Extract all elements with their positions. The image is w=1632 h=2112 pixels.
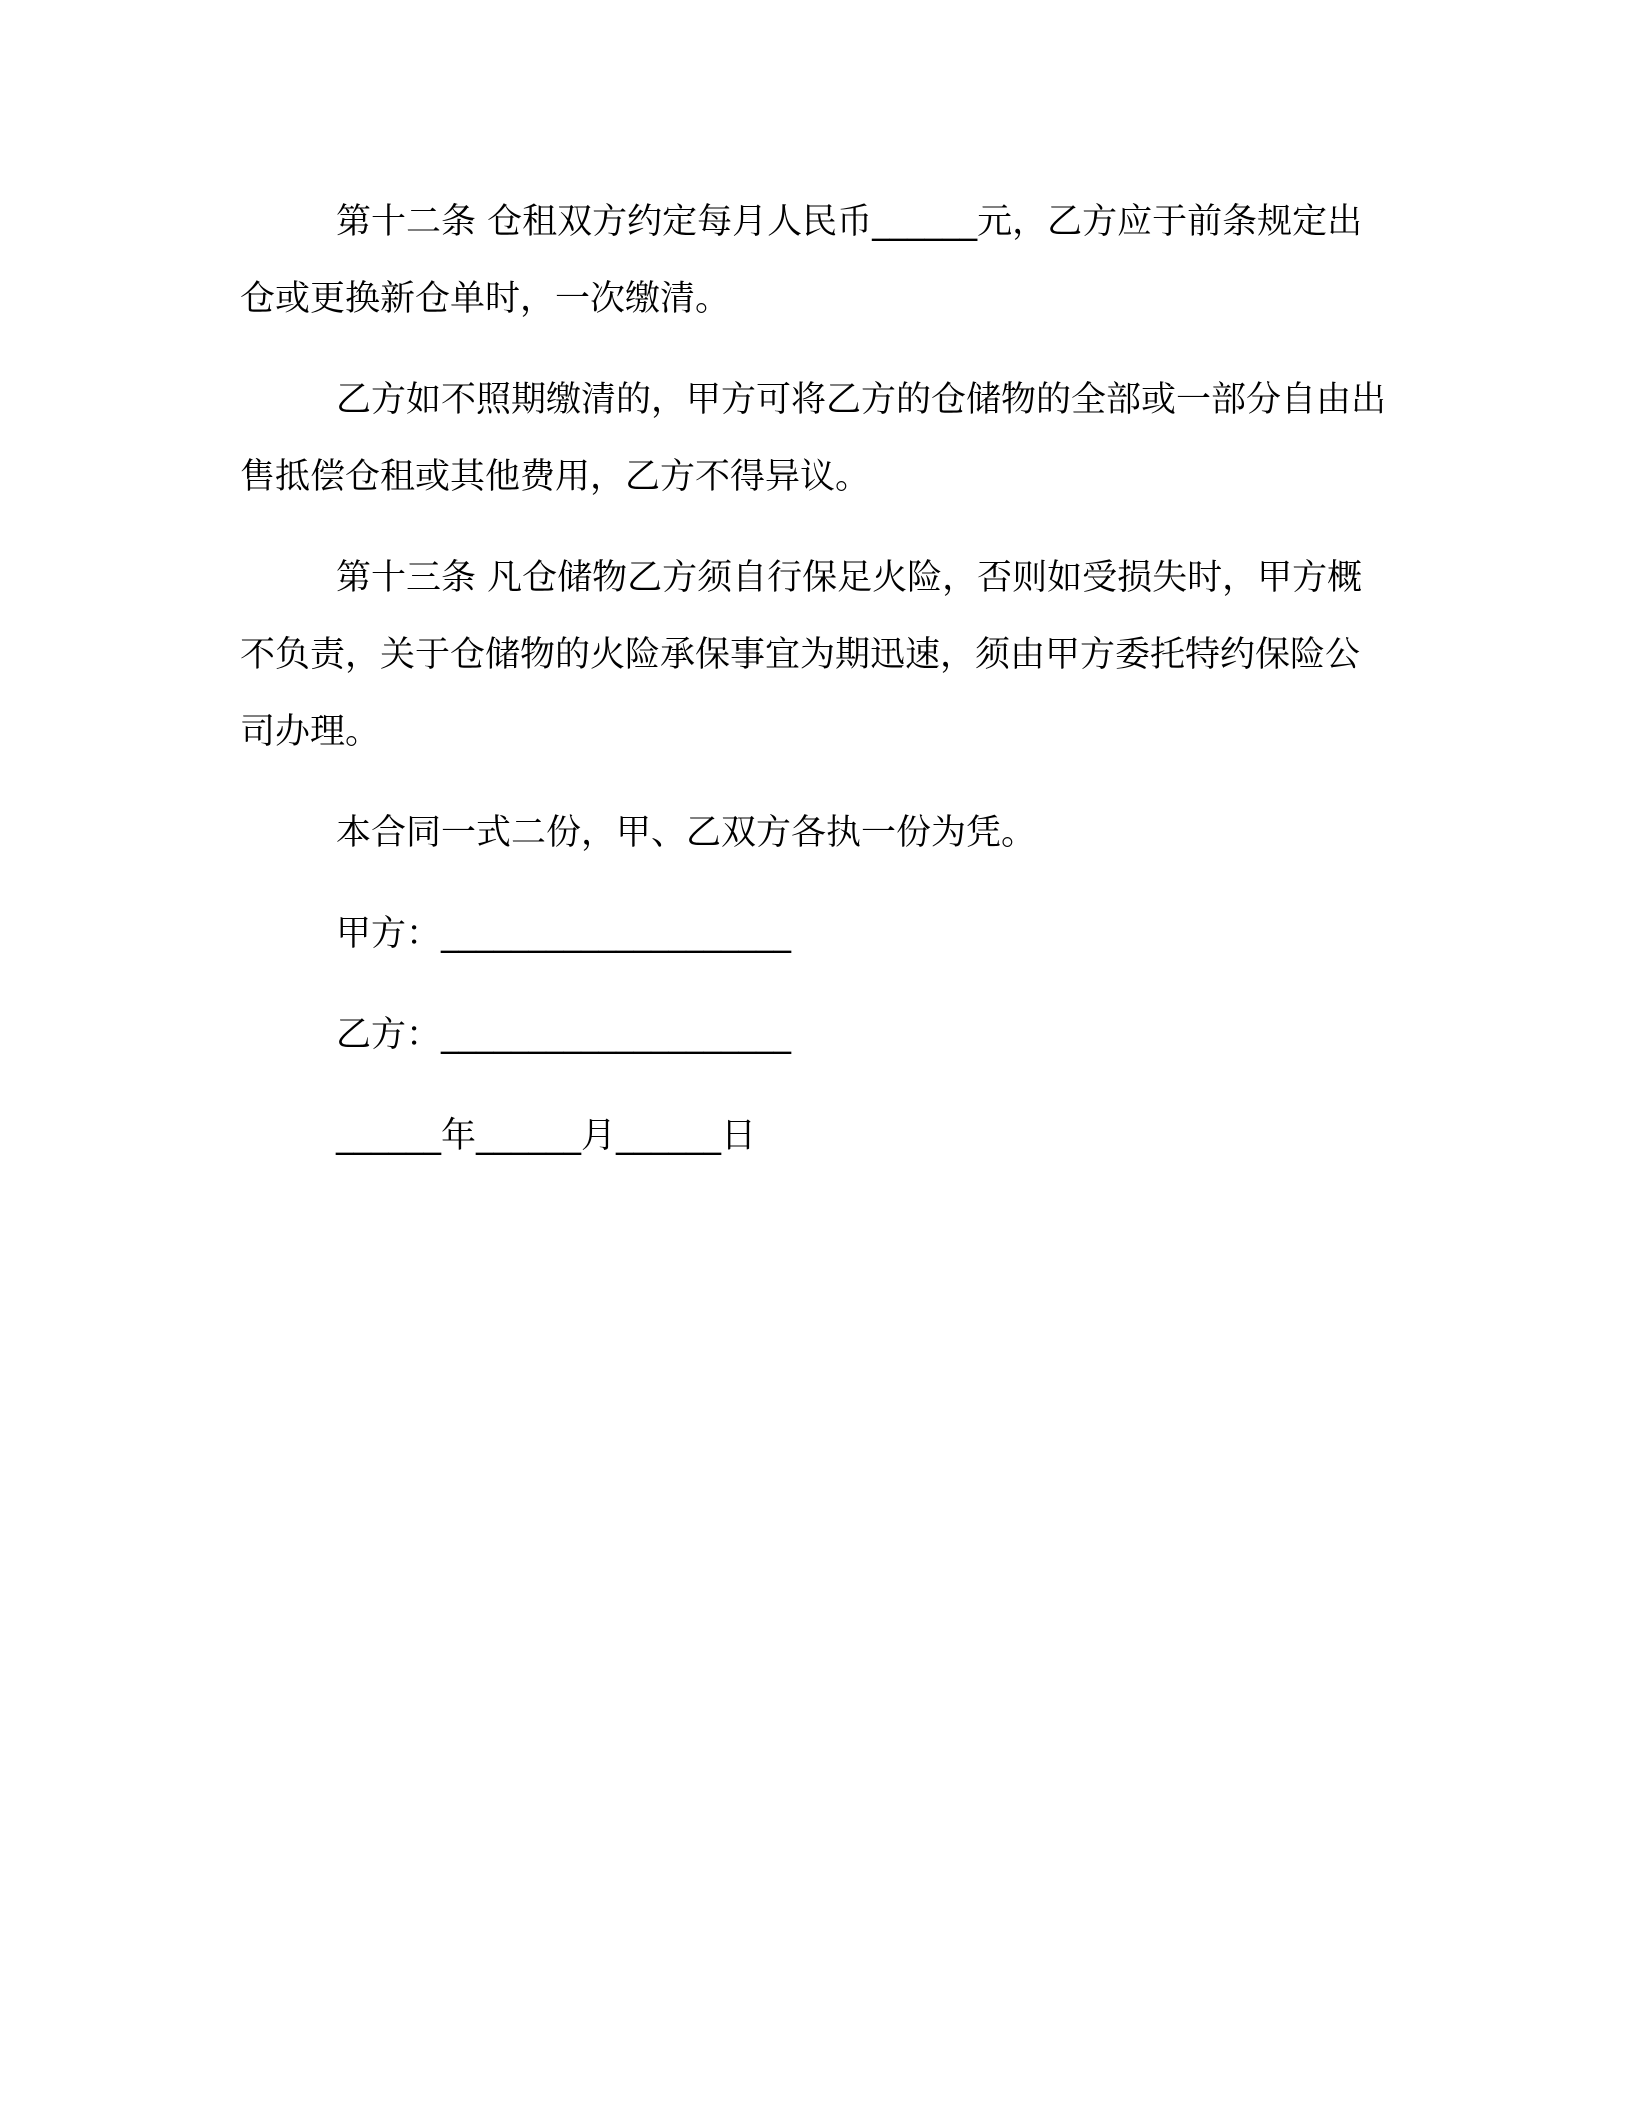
party-a-signature-line: 甲方：____________________: [336, 914, 792, 954]
clause-12-paragraph: 第十二条 仓租双方约定每月人民币______元，乙方应于前条规定出仓或更换新仓单时，一次缴清。: [240, 202, 1363, 319]
overdue-payment-paragraph: 乙方如不照期缴清的，甲方可将乙方的仓储物的全部或一部分自由出售抵偿仓租或其他费用，乙方不得异议。: [240, 380, 1387, 497]
date-line: ______年______月______日: [336, 1116, 757, 1156]
party-b-signature-line: 乙方：____________________: [336, 1015, 792, 1055]
copies-paragraph: 本合同一式二份，甲、乙双方各执一份为凭。: [336, 813, 1037, 853]
document-body: [240, 184, 1390, 1199]
clause-13-paragraph: 第十三条 凡仓储物乙方须自行保足火险，否则如受损失时，甲方概不负责，关于仓储物的火险承保事宜为期迅速，须由甲方委托特约保险公司办理。: [240, 558, 1363, 752]
